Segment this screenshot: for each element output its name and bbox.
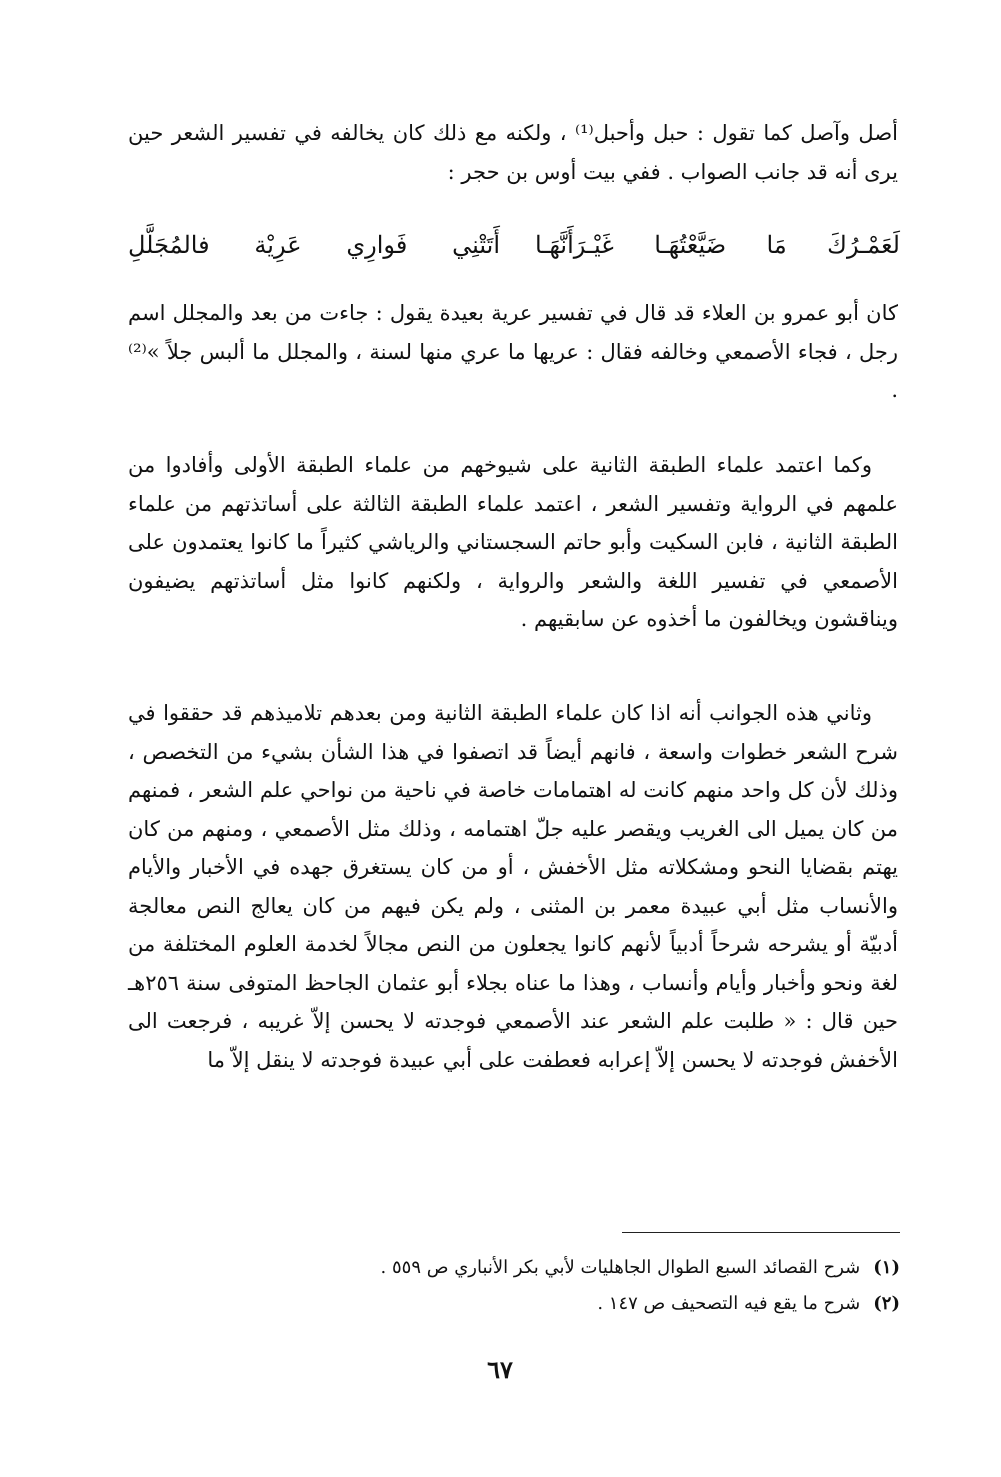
paragraph-intro-text: أصل وآصل كما تقول : حبل وأحبل⁽¹⁾ ، ولكنه مع ذلك كان يخالفه في تفسير الشعر حين يرى أنه قد جانب الصواب . ففي بيت أوس بن حجر :	[128, 121, 898, 184]
paragraph-second-aspect-text: وثاني هذه الجوانب أنه اذا كان علماء الطبقة الثانية ومن بعدهم تلاميذهم قد حققوا في شرح الشعر خطوات واسعة ، فانهم أيضاً قد اتصفوا في هذا الشأن بشيء من التخصص ، وذلك لأن كل واحد منهم كانت له اهتمامات خاصة في ناحية من نواحي علم الشعر ، فمنهم من كان يميل الى الغريب ويقصر عليه جلّ اهتمامه ، وذلك مثل الأصمعي ، ومنهم من كان يهتم بقضايا النحو ومشكلاته مثل الأخفش ، أو من كان يستغرق جهده في الأخبار والأيام والأنساب مثل أبي عبيدة معمر بن المثنى ، ولم يكن فيهم من كان يعالج النص معالجة أدبيّة أو يشرحه شرحاً أدبياً لأنهم كانوا يجعلون من النص مجالاً لخدمة العلوم المختلفة من لغة ونحو وأخبار وأيام وأنساب ، وهذا ما عناه بجلاء أبو عثمان الجاحظ المتوفى سنة ٢٥٦هـ حين قال : « طلبت علم الشعر عند الأصمعي فوجدته لا يحسن إلاّ غريبه ، فرجعت الى الأخفش فوجدته لا يحسن إلاّ إعرابه فعطفت على أبي عبيدة فوجدته لا ينقل إلاّ ما	[128, 701, 898, 1072]
footnote-text: شرح القصائد السبع الطوال الجاهليات لأبي بكر الأنباري ص ٥٥٩ .	[380, 1257, 861, 1278]
footnote-number: (١)	[873, 1257, 900, 1278]
footnote-number: (٢)	[873, 1293, 900, 1314]
poetry-verse	[128, 218, 900, 272]
paragraph-intro	[128, 114, 898, 191]
paragraph-third-class	[128, 446, 898, 639]
paragraph-third-class-text: وكما اعتمد علماء الطبقة الثانية على شيوخهم من علماء الطبقة الأولى وأفادوا من علمهم في الرواية وتفسير الشعر ، اعتمد علماء الطبقة الثالثة على أساتذتهم من علماء الطبقة الثانية ، فابن السكيت وأبو حاتم السجستاني والرياشي كثيراً ما كانوا يعتمدون على الأصمعي في تفسير اللغة والشعر والرواية ، ولكنهم كانوا مثل أساتذتهم يضيفون ويناقشون ويخالفون ما أخذوه عن سابقيهم .	[128, 453, 898, 631]
verse-first-hemistich: لَعَمْـرُكَ مَا ضَيَّعْتُهَـا غَيْـرَأَنَّهَـا	[535, 231, 900, 259]
footnote-1	[300, 1250, 900, 1286]
footnotes	[300, 1250, 900, 1322]
paragraph-second-aspect	[128, 694, 898, 1079]
page-number: ٦٧	[487, 1355, 513, 1384]
footnote-2	[300, 1286, 900, 1322]
footnote-text: شرح ما يقع فيه التصحيف ص ١٤٧ .	[597, 1293, 861, 1314]
paragraph-abu-amr	[128, 294, 898, 410]
footnote-separator	[622, 1232, 900, 1233]
verse-second-hemistich: أَتَتْنِي فَوارِي عَرِيْة فالمُجَلَّلِ	[128, 231, 500, 259]
paragraph-abu-amr-text: كان أبو عمرو بن العلاء قد قال في تفسير عرية بعيدة يقول : جاءت من بعد والمجلل اسم رجل ، فجاء الأصمعي وخالفه فقال : عريها ما عري منها لسنة ، والمجلل ما ألبس جلاً »⁽²⁾ .	[128, 301, 898, 402]
